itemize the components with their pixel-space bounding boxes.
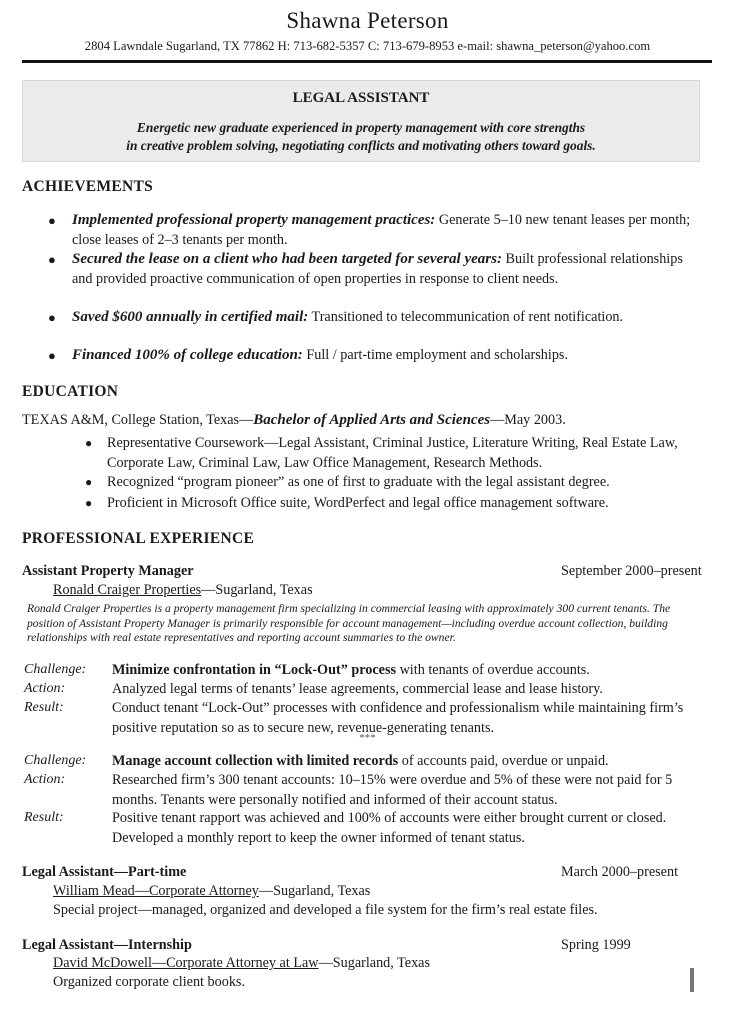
job-description: Ronald Craiger Properties is a property management firm specializing in commercial leasing with approximately 300 current tenants. The position of Assistant Property Manager is primarily responsible for account management—including overdue account collection, building relationships with real estate representatives and reporting account summaries to the owner.	[27, 602, 671, 644]
objective-box	[22, 80, 700, 162]
education-item	[85, 494, 687, 514]
achievement-text: Full / part-time employment and scholarships.	[302, 347, 568, 363]
bullet-icon: ●	[48, 252, 56, 267]
company-name: William Mead—Corporate Attorney	[53, 883, 259, 899]
job-date: Spring 1999	[561, 937, 631, 953]
job-company	[53, 955, 430, 972]
bullet-icon: ●	[48, 310, 56, 325]
company-name: Ronald Craiger Properties	[53, 582, 202, 598]
company-name: David McDowell—Corporate Attorney at Law	[53, 955, 319, 971]
action-text: Researched firm’s 300 tenant accounts: 10–15% were overdue and 5% of these were not paid for 5 months. Tenants were personally notified and informed of their account status.	[112, 772, 673, 808]
job-summary: Special project—managed, organized and developed a file system for the firm’s real estate files.	[53, 902, 598, 918]
achievement-title: Secured the lease on a client who had been targeted for several years:	[72, 251, 502, 267]
challenge-title: Minimize confrontation in “Lock-Out” process	[112, 662, 397, 678]
result-label: Result:	[24, 810, 64, 825]
achievement-item	[48, 346, 692, 366]
result-text: Conduct tenant “Lock-Out” processes with confidence and professionalism while maintaining firm’s positive reputation so as to secure new, revenue-generating tenants.	[112, 700, 684, 736]
company-location: —Sugarland, Texas	[258, 883, 371, 899]
challenge-label: Challenge:	[24, 753, 87, 768]
result-label: Result:	[24, 700, 64, 715]
action-label: Action:	[24, 681, 66, 696]
bullet-icon: ●	[48, 213, 56, 228]
bullet-icon: ●	[85, 475, 93, 489]
job-title: Assistant Property Manager	[22, 563, 194, 579]
challenge-text	[112, 752, 702, 772]
degree-title: Bachelor of Applied Arts and Sciences	[253, 412, 491, 428]
challenge-label: Challenge:	[24, 662, 87, 677]
objective-line-2: in creative problem solving, negotiating conflicts and motivating others toward goals.	[126, 138, 596, 153]
bullet-icon: ●	[48, 348, 56, 363]
education-heading: EDUCATION	[22, 383, 119, 400]
job-date: September 2000–present	[561, 563, 702, 579]
challenge-detail: of accounts paid, overdue or unpaid.	[398, 753, 609, 769]
job-title: Legal Assistant—Internship	[22, 937, 192, 953]
objective-line-1: Energetic new graduate experienced in property management with core strengths	[136, 120, 586, 135]
education-degree-line	[22, 412, 566, 429]
challenge-text	[112, 661, 702, 681]
education-item-text: Recognized “program pioneer” as one of first to graduate with the legal assistant degree.	[107, 474, 610, 490]
bullet-icon: ●	[85, 436, 93, 450]
achievement-title: Saved $600 annually in certified mail:	[72, 309, 309, 325]
result-text: Positive tenant rapport was achieved and 100% of accounts were either brought current or closed. Developed a monthly report to keep the owner informed of tenant status.	[112, 810, 667, 846]
achievement-item	[48, 211, 692, 250]
experience-heading: PROFESSIONAL EXPERIENCE	[22, 530, 255, 547]
action-text: Analyzed legal terms of tenants’ lease agreements, commercial lease and lease history.	[112, 681, 603, 697]
education-item-text: Proficient in Microsoft Office suite, WordPerfect and legal office management software.	[107, 495, 609, 511]
achievement-item	[48, 308, 692, 328]
company-location: —Sugarland, Texas	[201, 582, 313, 598]
achievement-text: Transitioned to telecommunication of rent notification.	[308, 309, 624, 325]
job-title: Legal Assistant—Part-time	[22, 864, 187, 880]
objective-summary	[23, 119, 699, 155]
achievement-title: Financed 100% of college education:	[72, 347, 303, 363]
action-label: Action:	[24, 772, 66, 787]
school-name: TEXAS A&M, College Station, Texas—	[22, 412, 254, 428]
job-summary: Organized corporate client books.	[53, 974, 245, 990]
education-item-text: Representative Coursework—Legal Assistant, Criminal Justice, Literature Writing, Real Estate Law, Corporate Law, Criminal Law, Law Office Management, Research Methods.	[107, 435, 678, 471]
achievement-text: Generate 5–10 new tenant leases per month; close leases of 2–3 tenants per month.	[72, 212, 691, 248]
company-location: —Sugarland, Texas	[318, 955, 430, 971]
objective-title: LEGAL ASSISTANT	[292, 90, 430, 106]
contact-line: 2804 Lawndale Sugarland, TX 77862 H: 713-682-5357 C: 713-679-8953 e-mail: shawna_peterson@yahoo.com	[84, 39, 651, 53]
scan-artifact	[690, 968, 694, 992]
challenge-title: Manage account collection with limited records	[112, 753, 399, 769]
degree-date: —May 2003.	[490, 412, 566, 428]
education-item	[85, 434, 687, 473]
education-item	[85, 473, 687, 493]
section-separator: ***	[359, 732, 376, 744]
challenge-detail: with tenants of overdue accounts.	[396, 662, 590, 678]
achievements-heading: ACHIEVEMENTS	[22, 178, 154, 195]
candidate-name: Shawna Peterson	[286, 8, 449, 33]
job-date: March 2000–present	[561, 864, 679, 880]
achievement-item	[48, 250, 692, 289]
achievement-title: Implemented professional property management practices:	[72, 212, 436, 228]
job-company	[53, 883, 370, 900]
bullet-icon: ●	[85, 496, 93, 510]
job-company	[53, 582, 313, 599]
header-divider	[22, 60, 712, 63]
achievement-text: Built professional relationships and provided proactive communication of open properties in response to client needs.	[72, 251, 683, 287]
